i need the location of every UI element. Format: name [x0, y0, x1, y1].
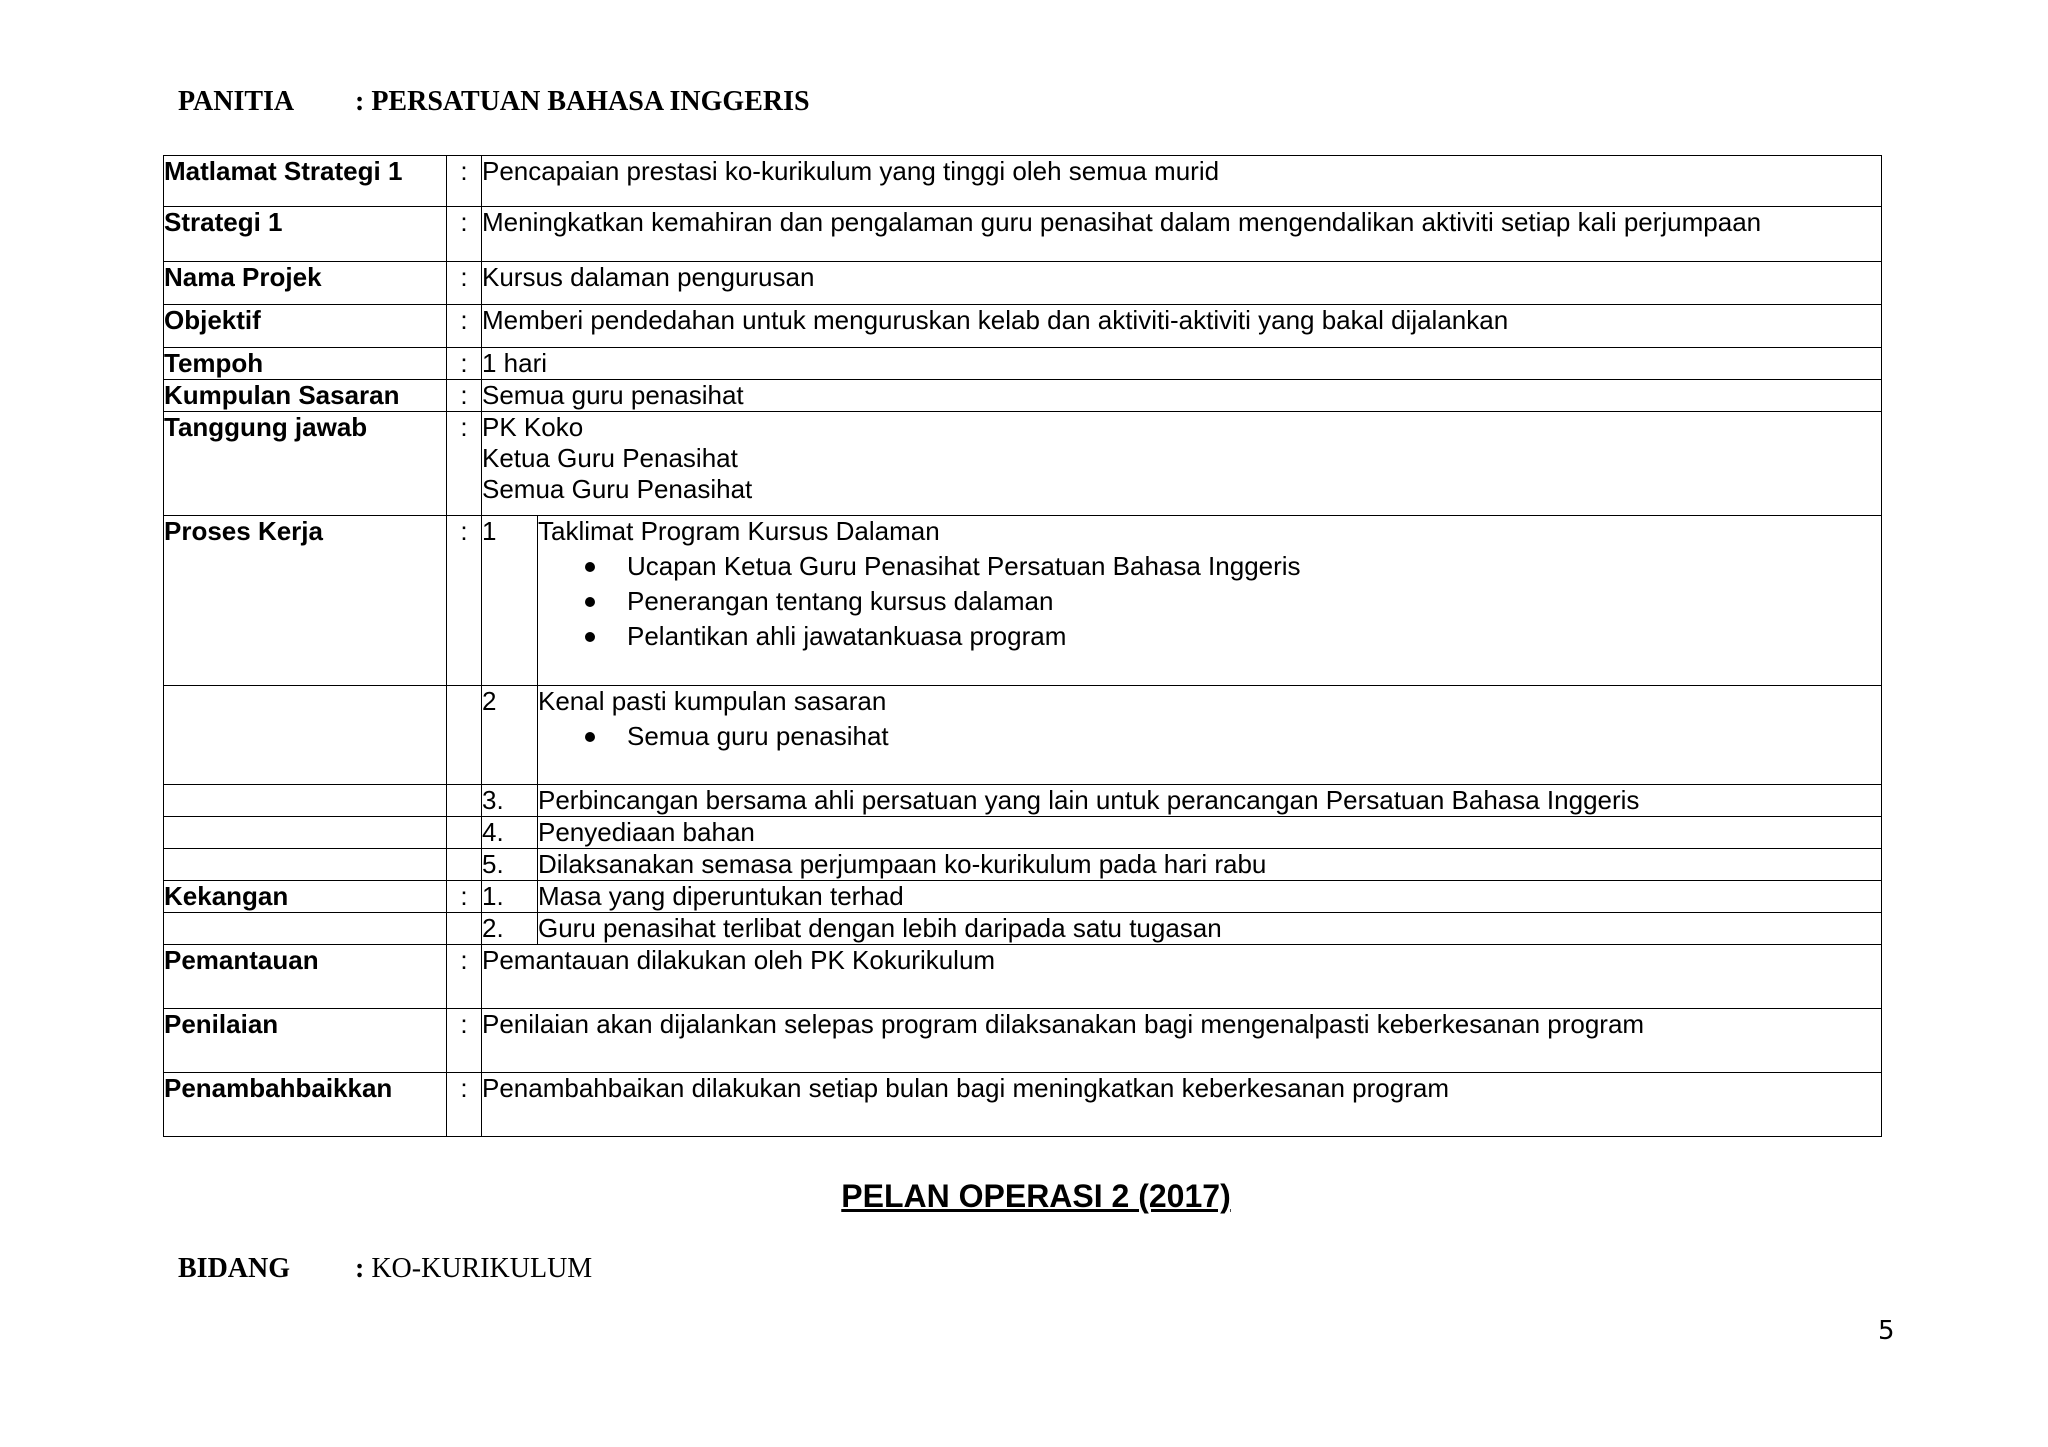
pemantauan-colon: :	[447, 945, 482, 1009]
bullet-item: Ucapan Ketua Guru Penasihat Persatuan Bahasa Inggeris	[538, 549, 1881, 584]
nama-projek-value: Kursus dalaman pengurusan	[482, 262, 1882, 305]
row-objektif	[164, 305, 1882, 348]
penilaian-colon: :	[447, 1009, 482, 1073]
row-proses-4	[164, 817, 1882, 849]
empty-cell	[164, 686, 447, 785]
row-nama-projek	[164, 262, 1882, 305]
kumpulan-colon: :	[447, 380, 482, 412]
matlamat-value: Pencapaian prestasi ko-kurikulum yang tinggi oleh semua murid	[482, 156, 1882, 207]
tempoh-colon: :	[447, 348, 482, 380]
tanggung-colon: :	[447, 412, 482, 516]
empty-cell	[447, 817, 482, 849]
tanggung-line: Ketua Guru Penasihat	[482, 443, 738, 473]
step-content	[538, 686, 1882, 785]
plan-title: PELAN OPERASI 2 (2017)	[841, 1178, 1231, 1214]
kumpulan-value: Semua guru penasihat	[482, 380, 1882, 412]
row-proses-3	[164, 785, 1882, 817]
panitia-heading	[178, 86, 810, 118]
bidang-heading	[178, 1253, 592, 1285]
step-number: 1	[482, 516, 538, 686]
row-kekangan-1	[164, 881, 1882, 913]
step-text: Kenal pasti kumpulan sasaran	[538, 686, 887, 716]
empty-cell	[164, 817, 447, 849]
row-kumpulan	[164, 380, 1882, 412]
empty-cell	[447, 785, 482, 817]
bidang-value: KO-KURIKULUM	[371, 1253, 593, 1284]
nama-projek-colon: :	[447, 262, 482, 305]
strategi-label: Strategi 1	[164, 207, 447, 262]
nama-projek-label: Nama Projek	[164, 262, 447, 305]
kekangan-colon: :	[447, 881, 482, 913]
empty-cell	[447, 686, 482, 785]
matlamat-label: Matlamat Strategi 1	[164, 156, 447, 207]
proses-colon: :	[447, 516, 482, 686]
penambahbaikkan-value: Penambahbaikan dilakukan setiap bulan bagi meningkatkan keberkesanan program	[482, 1073, 1882, 1137]
tempoh-label: Tempoh	[164, 348, 447, 380]
row-proses-2	[164, 686, 1882, 785]
page-number: 5	[1878, 1316, 1895, 1346]
step-number: 2	[482, 686, 538, 785]
tanggung-line: PK Koko	[482, 412, 584, 442]
row-tanggung-jawab	[164, 412, 1882, 516]
bullet-item: Penerangan tentang kursus dalaman	[538, 584, 1881, 619]
step-number: 5.	[482, 849, 538, 881]
kekangan-text: Guru penasihat terlibat dengan lebih daripada satu tugasan	[538, 913, 1882, 945]
empty-cell	[447, 913, 482, 945]
proses-label: Proses Kerja	[164, 516, 447, 686]
strategi-colon: :	[447, 207, 482, 262]
bullet-item: Pelantikan ahli jawatankuasa program	[538, 619, 1881, 654]
step-text: Penyediaan bahan	[538, 817, 1882, 849]
bidang-label: BIDANG	[178, 1253, 291, 1284]
penambahbaikkan-colon: :	[447, 1073, 482, 1137]
strategi-value: Meningkatkan kemahiran dan pengalaman guru penasihat dalam mengendalikan aktiviti setiap kali perjumpaan	[482, 207, 1882, 262]
step-number: 4.	[482, 817, 538, 849]
matlamat-colon: :	[447, 156, 482, 207]
panitia-value: : PERSATUAN BAHASA INGGERIS	[355, 86, 810, 117]
pemantauan-value: Pemantauan dilakukan oleh PK Kokurikulum	[482, 945, 1882, 1009]
empty-cell	[164, 849, 447, 881]
row-tempoh	[164, 348, 1882, 380]
tanggung-value	[482, 412, 1882, 516]
step-text: Dilaksanakan semasa perjumpaan ko-kurikulum pada hari rabu	[538, 849, 1882, 881]
kekangan-label: Kekangan	[164, 881, 447, 913]
row-pemantauan	[164, 945, 1882, 1009]
step-content	[538, 516, 1882, 686]
row-proses-1	[164, 516, 1882, 686]
step-text: Taklimat Program Kursus Dalaman	[538, 516, 940, 546]
kekangan-number: 2.	[482, 913, 538, 945]
strategy-table	[163, 155, 1882, 1137]
tempoh-value: 1 hari	[482, 348, 1882, 380]
step-bullets	[538, 719, 1881, 754]
row-penilaian	[164, 1009, 1882, 1073]
empty-cell	[447, 849, 482, 881]
row-strategi	[164, 207, 1882, 262]
step-number: 3.	[482, 785, 538, 817]
row-kekangan-2	[164, 913, 1882, 945]
objektif-colon: :	[447, 305, 482, 348]
row-proses-5	[164, 849, 1882, 881]
penilaian-value: Penilaian akan dijalankan selepas program dilaksanakan bagi mengenalpasti keberkesanan program	[482, 1009, 1882, 1073]
tanggung-label: Tanggung jawab	[164, 412, 447, 516]
kumpulan-label: Kumpulan Sasaran	[164, 380, 447, 412]
row-penambahbaikkan	[164, 1073, 1882, 1137]
step-bullets	[538, 549, 1881, 654]
bidang-colon: :	[355, 1253, 365, 1284]
empty-cell	[164, 913, 447, 945]
empty-cell	[164, 785, 447, 817]
pemantauan-label: Pemantauan	[164, 945, 447, 1009]
kekangan-text: Masa yang diperuntukan terhad	[538, 881, 1882, 913]
step-text: Perbincangan bersama ahli persatuan yang lain untuk perancangan Persatuan Bahasa Inggeris	[538, 785, 1882, 817]
row-matlamat	[164, 156, 1882, 207]
objektif-label: Objektif	[164, 305, 447, 348]
kekangan-number: 1.	[482, 881, 538, 913]
bullet-item: Semua guru penasihat	[538, 719, 1881, 754]
tanggung-line: Semua Guru Penasihat	[482, 474, 753, 504]
penambahbaikkan-label: Penambahbaikkan	[164, 1073, 447, 1137]
panitia-label: PANITIA	[178, 86, 295, 117]
penilaian-label: Penilaian	[164, 1009, 447, 1073]
objektif-value: Memberi pendedahan untuk menguruskan kelab dan aktiviti-aktiviti yang bakal dijalankan	[482, 305, 1882, 348]
